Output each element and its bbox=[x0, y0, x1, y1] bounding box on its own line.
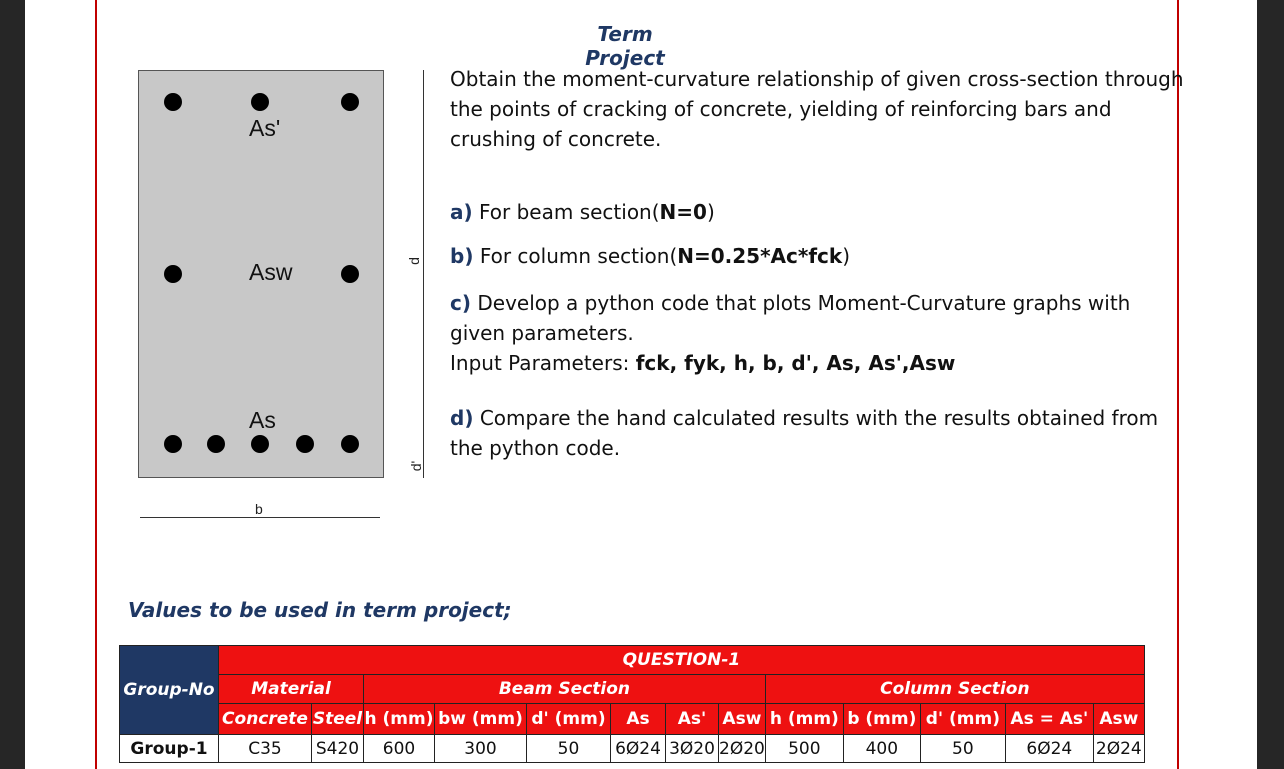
rebar-dot bbox=[251, 93, 269, 111]
group-cell: Group-1 bbox=[120, 735, 219, 763]
col-header: As = As' bbox=[1005, 704, 1093, 735]
col-header: h (mm) bbox=[765, 704, 843, 735]
col-header: d' (mm) bbox=[527, 704, 611, 735]
rebar-dot bbox=[296, 435, 314, 453]
values-heading: Values to be used in term project; bbox=[128, 598, 512, 622]
left-border-line bbox=[95, 0, 97, 769]
table-cell: 6Ø24 bbox=[1005, 735, 1093, 763]
col-header: Concrete bbox=[219, 704, 312, 735]
table-cell: 500 bbox=[765, 735, 843, 763]
table-cell: 300 bbox=[435, 735, 527, 763]
label-as-top: As' bbox=[249, 115, 281, 141]
group-no-header: Group-No bbox=[120, 646, 219, 735]
item-d: d) Compare the hand calculated results with the results obtained from the python code. bbox=[450, 406, 1159, 460]
rebar-dot bbox=[207, 435, 225, 453]
label-asw: Asw bbox=[249, 259, 293, 285]
item-a: a) For beam section(N=0) bbox=[450, 200, 715, 224]
material-header: Material bbox=[219, 675, 364, 704]
rebar-dot bbox=[251, 435, 269, 453]
col-header: bw (mm) bbox=[435, 704, 527, 735]
rebar-dot bbox=[164, 93, 182, 111]
item-c: c) Develop a python code that plots Moment-Curvature graphs with given parameters. bbox=[450, 291, 1131, 345]
input-parameters: Input Parameters: fck, fyk, h, b, d', As, As',Asw bbox=[450, 351, 956, 375]
table-cell: 50 bbox=[527, 735, 611, 763]
dim-label-d: d bbox=[405, 257, 422, 265]
table-cell: S420 bbox=[312, 735, 364, 763]
column-section-header: Column Section bbox=[765, 675, 1144, 704]
dimension-line-d bbox=[423, 70, 424, 478]
table-cell: 3Ø20 bbox=[666, 735, 719, 763]
col-header: Asw bbox=[1093, 704, 1144, 735]
rebar-dot bbox=[341, 265, 359, 283]
rebar-dot bbox=[164, 435, 182, 453]
table-cell: 400 bbox=[843, 735, 920, 763]
beam-section-header: Beam Section bbox=[364, 675, 766, 704]
col-header: h (mm) bbox=[364, 704, 435, 735]
col-header: Asw bbox=[719, 704, 766, 735]
col-header: Steel bbox=[312, 704, 364, 735]
rebar-dot bbox=[164, 265, 182, 283]
table-cell: 2Ø20 bbox=[719, 735, 766, 763]
instructions-text bbox=[450, 64, 1185, 463]
page-title: Term Project bbox=[585, 22, 665, 70]
col-header: d' (mm) bbox=[920, 704, 1005, 735]
document-page bbox=[25, 0, 1257, 769]
table-cell: 600 bbox=[364, 735, 435, 763]
table-row bbox=[120, 735, 1145, 763]
table-cell: C35 bbox=[219, 735, 312, 763]
intro-paragraph: Obtain the moment-curvature relationship of given cross-section through the points of cracking of concrete, yielding of reinforcing bars and crushing of concrete. bbox=[450, 67, 1184, 151]
table-cell: 50 bbox=[920, 735, 1005, 763]
col-header: As' bbox=[666, 704, 719, 735]
question-header: QUESTION-1 bbox=[219, 646, 1145, 675]
item-b: b) For column section(N=0.25*Ac*fck) bbox=[450, 244, 851, 268]
rebar-dot bbox=[341, 435, 359, 453]
values-table bbox=[119, 645, 1145, 763]
dim-label-d-prime: d' bbox=[408, 460, 425, 472]
cross-section-diagram bbox=[138, 70, 384, 478]
label-as: As bbox=[249, 407, 276, 433]
dim-label-b: b bbox=[255, 501, 263, 517]
table-cell: 2Ø24 bbox=[1093, 735, 1144, 763]
col-header: As bbox=[611, 704, 666, 735]
table-cell: 6Ø24 bbox=[611, 735, 666, 763]
col-header: b (mm) bbox=[843, 704, 920, 735]
dimension-line-b bbox=[140, 517, 380, 518]
rebar-dot bbox=[341, 93, 359, 111]
